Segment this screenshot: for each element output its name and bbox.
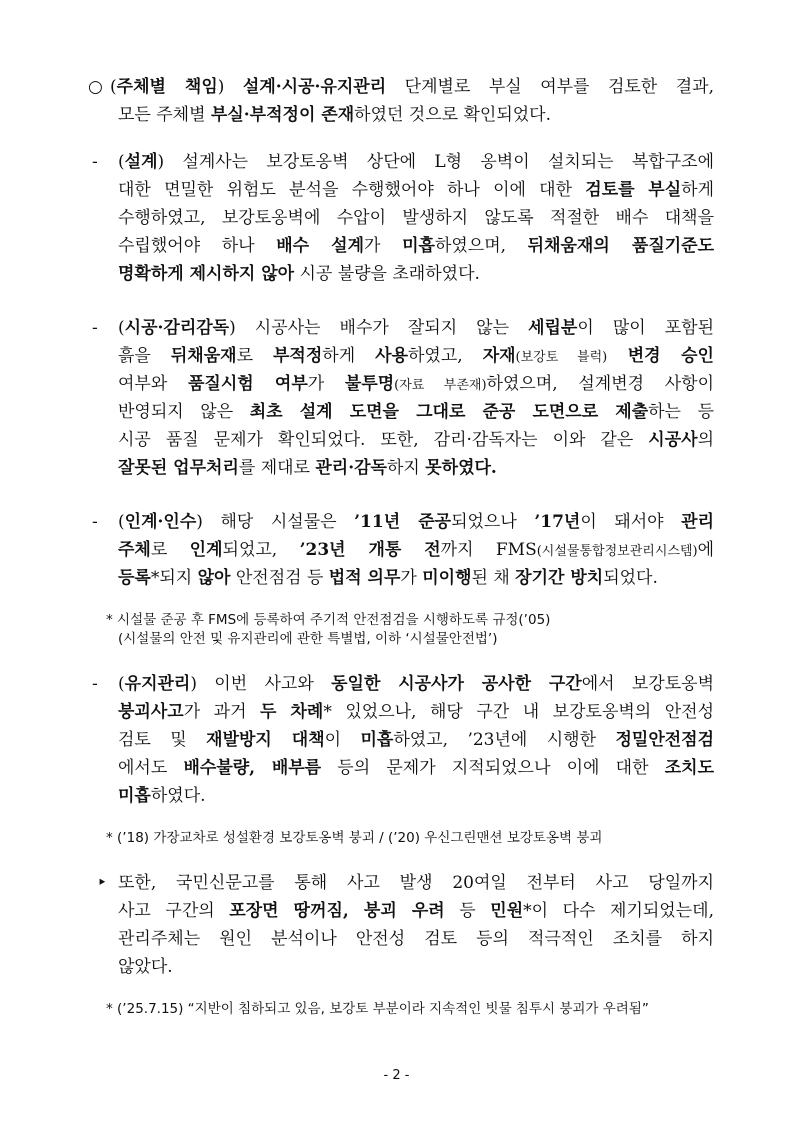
page-number: - 2 - xyxy=(383,1068,410,1083)
maintenance-line-3: 검토 및 재발방지 대책이 미흡하였고, ’23년에 시행한 정밀안전점검 xyxy=(118,730,715,750)
summary-line-1: (주체별 책임) 설계·시공·유지관리 단계별로 부실 여부를 검토한 결과, xyxy=(110,77,714,97)
design-line-5: 명확하게 제시하지 않아 시공 불량을 초래하였다. xyxy=(118,264,480,284)
dash-bullet-icon: - xyxy=(92,152,98,172)
design-line-1: (설계) 설계사는 보강토옹벽 상단에 L형 옹벽이 설치되는 복합구조에 xyxy=(118,152,714,172)
construction-line-6: 잘못된 업무처리를 제대로 관리·감독하지 못하였다. xyxy=(118,458,497,478)
design-line-3: 수행하였고, 보강토옹벽에 수압이 발생하지 않도록 적절한 배수 대책을 xyxy=(118,208,714,228)
maintenance-line-4: 에서도 배수불량, 배부름 등의 문제가 지적되었으나 이에 대한 조치도 xyxy=(118,758,714,778)
construction-line-1: (시공·감리감독) 시공사는 배수가 잘되지 않는 세립분이 많이 포함된 xyxy=(118,318,715,338)
maintenance-line-5: 미흡하였다. xyxy=(118,786,206,806)
dash-bullet-icon: - xyxy=(92,674,98,694)
triangle-bullet-icon: ‣ xyxy=(97,873,108,893)
maintenance-line-1: (유지관리) 이번 사고와 동일한 시공사가 공사한 구간에서 보강토옹벽 xyxy=(118,674,714,694)
footnote-fms-line-1: * 시설물 준공 후 FMS에 등록하여 주기적 안전점검을 시행하도록 규정(’05) xyxy=(106,612,551,628)
dash-bullet-icon: - xyxy=(92,512,98,532)
complaints-line-3: 관리주체는 원인 분석이나 안전성 검토 등의 적극적인 조치를 하지 xyxy=(118,929,714,949)
complaints-line-1: 또한, 국민신문고를 통해 사고 발생 20여일 전부터 사고 당일까지 xyxy=(118,873,714,893)
complaints-line-4: 않았다. xyxy=(118,957,173,977)
circle-bullet-icon: ○ xyxy=(88,77,103,97)
handover-line-1: (인계·인수) 해당 시설물은 ’11년 준공되었으나 ’17년이 돼서야 관리 xyxy=(118,512,715,532)
maintenance-line-2: 붕괴사고가 과거 두 차례* 있었으나, 해당 구간 내 보강토옹벽의 안전성 xyxy=(118,702,714,722)
construction-line-5: 시공 품질 문제가 확인되었다. 또한, 감리·감독자는 이와 같은 시공사의 xyxy=(118,430,714,450)
handover-line-2: 주체로 인계되었고, ’23년 개통 전까지 FMS(시설물통합정보관리시스템)에 xyxy=(118,540,715,560)
dash-bullet-icon: - xyxy=(92,318,98,338)
summary-line-2: 모든 주체별 부실·부적정이 존재하였던 것으로 확인되었다. xyxy=(118,105,551,125)
footnote-collapse-history: * (’18) 가장교차로 성설환경 보강토옹벽 붕괴 / (’20) 우신그린맨션 보강토옹벽 붕괴 xyxy=(106,830,603,846)
handover-line-3: 등록*되지 않아 안전점검 등 법적 의무가 미이행된 채 장기간 방치되었다. xyxy=(118,568,658,588)
construction-line-3: 여부와 품질시험 여부가 불투명(자료 부존재)하였으며, 설계변경 사항이 xyxy=(118,374,715,394)
design-line-2: 대한 면밀한 위험도 분석을 수행했어야 하나 이에 대한 검토를 부실하게 xyxy=(118,180,714,200)
footnote-fms-line-2: (시설물의 안전 및 유지관리에 관한 특별법, 이하 ‘시설물안전법’) xyxy=(118,631,498,647)
footnote-complaint-quote: * (’25.7.15) “지반이 침하되고 있음, 보강토 부분이라 지속적인 빗물 침투시 붕괴가 우려됨” xyxy=(106,1001,649,1017)
construction-line-4: 반영되지 않은 최초 설계 도면을 그대로 준공 도면으로 제출하는 등 xyxy=(118,402,715,422)
design-line-4: 수립했어야 하나 배수 설계가 미흡하였으며, 뒤채움재의 품질기준도 xyxy=(118,236,715,256)
complaints-line-2: 사고 구간의 포장면 땅꺼짐, 붕괴 우려 등 민원*이 다수 제기되었는데, xyxy=(118,901,714,921)
construction-line-2: 흙을 뒤채움재로 부적정하게 사용하였고, 자재(보강토 블럭) 변경 승인 xyxy=(118,346,714,366)
